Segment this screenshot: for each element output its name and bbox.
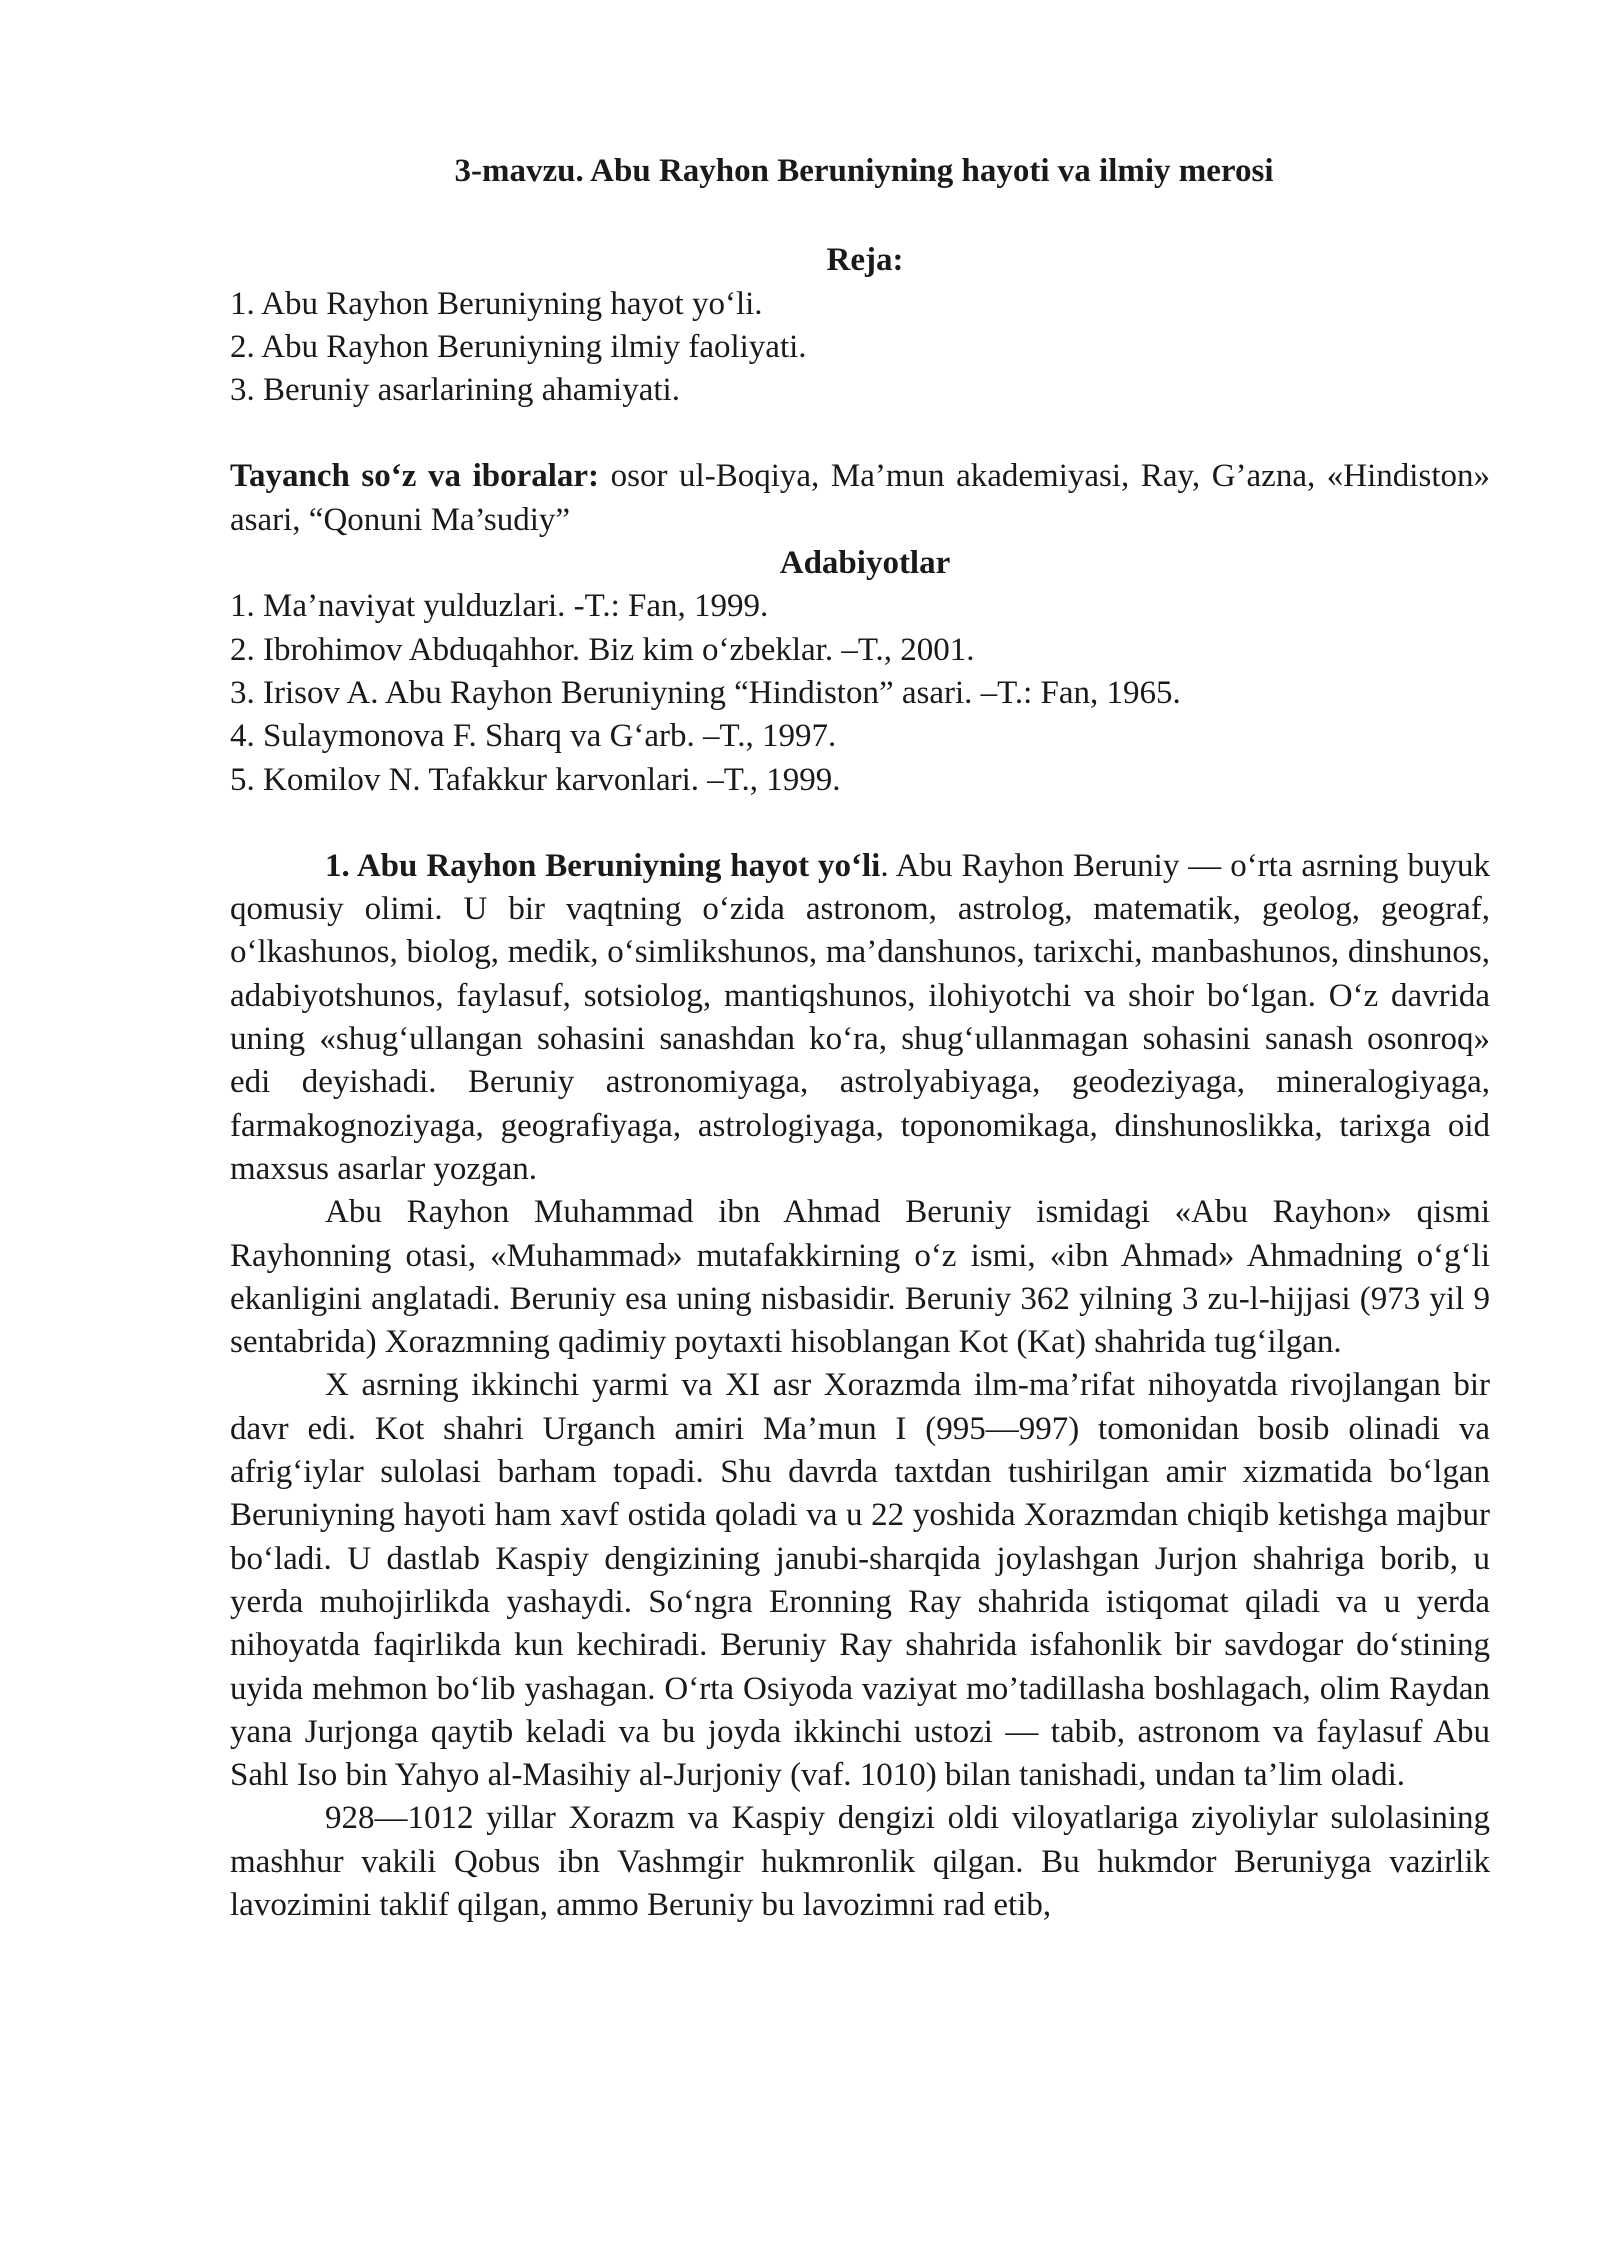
reference-item: 3. Irisov A. Abu Rayhon Beruniyning “Hindiston” asari. –T.: Fan, 1965.: [230, 674, 1181, 711]
plan-heading: Reja:: [826, 242, 904, 279]
body-paragraph: 928—1012 yillar Xorazm va Kaspiy dengizi oldi viloyatlariga ziyoliylar sulolasining mashhur vakili Qobus ibn Vashmgir hukmronlik qilgan. Bu hukmdor Beruniyga vazirlik lavozimini taklif qilgan, ammo Beruniy bu lavozimni rad etib,: [230, 1800, 1490, 1923]
references-list: [230, 585, 1490, 801]
section1-intro-paragraph: [230, 845, 1490, 1191]
body-paragraph: Abu Rayhon Muhammad ibn Ahmad Beruniy ismidagi «Abu Rayhon» qismi Rayhonning otasi, «Muhammad» mutafakkirning o‘z ismi, «ibn Ahmad» Ahmadning o‘g‘li ekanligini anglatadi. Beruniy esa uning nisbasidir. Beruniy 362 yilning 3 zu-l-hijjasi (973 yil 9 sentabrida) Xorazmning qadimiy poytaxti hisoblangan Kot (Kat) shahrida tug‘ilgan.: [230, 1194, 1490, 1361]
plan-item: 3. Beruniy asarlarining ahamiyati.: [230, 372, 680, 409]
plan-item: 2. Abu Rayhon Beruniyning ilmiy faoliyati.: [230, 328, 807, 365]
keywords-paragraph: [230, 455, 1490, 542]
reference-item: 2. Ibrohimov Abduqahhor. Biz kim o‘zbeklar. –T., 2001.: [230, 631, 975, 668]
reference-item: 4. Sulaymonova F. Sharq va G‘arb. –T., 1997.: [230, 718, 837, 755]
reference-item: 1. Ma’naviyat yulduzlari. -T.: Fan, 1999.: [230, 588, 769, 625]
keywords-text: osor ul-Boqiya, Ma’mun akademiyasi, Ray, G’azna, «Hindiston» asari, “Qonuni Ma’sudiy”: [230, 458, 1490, 538]
document-title: 3-mavzu. Abu Rayhon Beruniyning hayoti va ilmiy merosi: [454, 153, 1274, 189]
keywords-label: Tayanch so‘z va iboralar:: [230, 458, 600, 495]
reference-item: 5. Komilov N. Tafakkur karvonlari. –T., 1999.: [230, 761, 841, 798]
section1-lead-text: . Abu Rayhon Beruniy — o‘rta asrning buyuk qomusiy olimi. U bir vaqtning o‘zida astronom, astrolog, matematik, geolog, geograf, o‘lkashunos, biolog, medik, o‘simlikshunos, ma’danshunos, tarixchi, manbashunos, dinshunos, adabiyotshunos, faylasuf, sotsiolog, mantiqshunos, ilohiyotchi va shoir bo‘lgan. O‘z davrida uning «shug‘ullangan sohasini sanashdan ko‘ra, shug‘ullanmagan sohasini sanash osonroq» edi deyishadi. Beruniy astronomiyaga, astrolyabiyaga, geodeziyaga, mineralogiyaga, farmakognoziyaga, geografiyaga, astrologiyaga, toponomikaga, dinshunoslikka, tarixga oid maxsus asarlar yozgan.: [230, 847, 1490, 1187]
plan-list: [230, 283, 1490, 413]
body-paragraph: X asrning ikkinchi yarmi va XI asr Xorazmda ilm-ma’rifat nihoyatda rivojlangan bir davr edi. Kot shahri Urganch amiri Ma’mun I (995—997) tomonidan bosib olinadi va afrig‘iylar sulolasi barham topadi. Shu davrda taxtdan tushirilgan amir xizmatida bo‘lgan Beruniyning hayoti ham xavf ostida qoladi va u 22 yoshida Xorazmdan chiqib ketishga majbur bo‘ladi. U dastlab Kaspiy dengizining janubi-sharqida joylashgan Jurjon shahriga borib, u yerda muhojirlikda yashaydi. So‘ngra Eronning Ray shahrida istiqomat qiladi va u yerda nihoyatda faqirlikda kun kechiradi. Beruniy Ray shahrida isfahonlik bir savdogar do‘stining uyida mehmon bo‘lib yashagan. O‘rta Osiyoda vaziyat mo’tadillasha boshlagach, olim Raydan yana Jurjonga qaytib keladi va bu joyda ikkinchi ustozi — tabib, astronom va faylasuf Abu Sahl Iso bin Yahyo al-Masihiy al-Jurjoniy (vaf. 1010) bilan tanishadi, undan ta’lim oladi.: [230, 1367, 1490, 1794]
section1-heading: 1. Abu Rayhon Beruniyning hayot yo‘li: [325, 847, 881, 884]
plan-item: 1. Abu Rayhon Beruniyning hayot yo‘li.: [230, 285, 763, 322]
references-heading: Adabiyotlar: [779, 545, 951, 582]
document-page: [230, 150, 1490, 1927]
